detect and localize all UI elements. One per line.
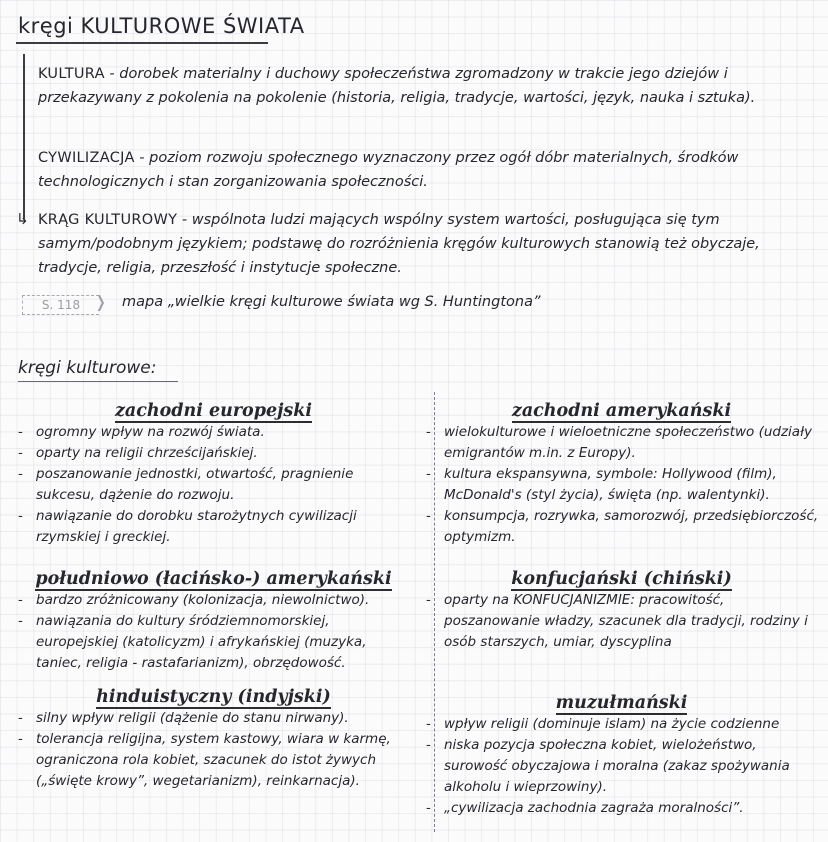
- list-item: - kultura ekspansywna, symbole: Hollywood (film), McDonald's (styl życia), święta (np. walentynki).: [424, 464, 819, 506]
- list-item: - nawiązanie do dorobku starożytnych cywilizacji rzymskiej i greckiej.: [16, 506, 411, 548]
- circle-konfucjanski: [424, 568, 819, 653]
- list-item: - „cywilizacja zachodnia zagraża moralności”.: [424, 798, 819, 819]
- definition-term: CYWILIZACJA: [38, 150, 135, 166]
- definition-term: KRĄG KULTUROWY: [38, 212, 178, 228]
- definition-term: KULTURA: [38, 66, 105, 82]
- definition-text: poziom rozwoju społecznego wyznaczony przez ogół dóbr materialnych, środków technologicznych i stan zorganizowania społeczności.: [38, 150, 739, 190]
- definition-krag-kulturowy: KRĄG KULTUROWY - wspólnota ludzi mających wspólny system wartości, posługująca się tym samym/podobnym językiem; podstawę do rozróżnienia kręgów kulturowych stanowią też obyczaje, tradycje, religia, przeszłość i instytucje społeczne.: [38, 212, 760, 276]
- list-item: - silny wpływ religii (dążenie do stanu nirwany).: [16, 708, 411, 729]
- reference-arrow-icon: ❭: [94, 292, 108, 311]
- circle-poludniowo-amerykanski: [16, 568, 411, 674]
- circle-name: konfucjański (chiński): [511, 569, 732, 589]
- circle-name: hinduistyczny (indyjski): [96, 687, 331, 707]
- page-title: kręgi KULTUROWE ŚWIATA: [18, 14, 305, 38]
- list-item: - wielokulturowe i wieloetniczne społeczeństwo (udziały emigrantów m.in. z Europy).: [424, 422, 819, 464]
- circle-name: zachodni amerykański: [511, 401, 732, 421]
- circle-muzulmanski: [424, 692, 819, 819]
- list-item: - tolerancja religijna, system kastowy, wiara w karmę, ograniczona rola kobiet, szacunek do istot żywych („święte krowy”, wegetarianizm), reinkarnacja).: [16, 729, 411, 792]
- circles-subheading: kręgi kulturowe:: [18, 358, 157, 378]
- subheading-underline: [18, 381, 178, 382]
- definition-text: dorobek materialny i duchowy społeczeństwa zgromadzony w trakcie jego dziejów i przekazywany z pokolenia na pokolenie (historia, religia, tradycje, wartości, język, nauka i sztuka).: [38, 66, 756, 106]
- circle-zachodni-amerykanski: [424, 400, 819, 548]
- list-item: - oparty na religii chrześcijańskiej.: [16, 443, 411, 464]
- list-item: - poszanowanie jednostki, otwartość, pragnienie sukcesu, dążenie do rozwoju.: [16, 464, 411, 506]
- definition-kultura: KULTURA - dorobek materialny i duchowy społeczeństwa zgromadzony w trakcie jego dziejów i przekazywany z pokolenia na pokolenie (historia, religia, tradycje, wartości, język, nauka i sztuka).: [38, 66, 756, 106]
- page-reference-tag: S. 118: [22, 295, 99, 315]
- circle-name: południowo (łacińsko-) amerykański: [35, 569, 392, 589]
- title-underline: [16, 42, 268, 44]
- list-item: - bardzo zróżnicowany (kolonizacja, niewolnictwo).: [16, 590, 411, 611]
- reference-text: mapa „wielkie kręgi kulturowe świata wg S. Huntingtona”: [122, 294, 541, 310]
- list-item: - konsumpcja, rozrywka, samorozwój, przedsiębiorczość, optymizm.: [424, 506, 819, 548]
- definition-text: wspólnota ludzi mających wspólny system wartości, posługująca się tym samym/podobnym językiem; podstawę do rozróżnienia kręgów kulturowych stanowią też obyczaje, tradycje, religia, przeszłość i instytucje społeczne.: [38, 212, 760, 276]
- definitions-bracket: [23, 54, 25, 219]
- circle-hinduistyczny: [16, 686, 411, 792]
- list-item: - oparty na KONFUCJANIZMIE: pracowitość, poszanowanie władzy, szacunek dla tradycji, rodziny i osób starszych, umiar, dyscyplina: [424, 590, 819, 653]
- bracket-arrow-icon: ↳: [16, 210, 29, 228]
- list-item: - wpływ religii (dominuje islam) na życie codzienne: [424, 714, 819, 735]
- list-item: - nawiązania do kultury śródziemnomorskiej, europejskiej (katolicyzm) i afrykańskiej (muzyka, taniec, religia - rastafarianizm), obrzędowość.: [16, 611, 411, 674]
- circle-zachodni-europejski: [16, 400, 411, 548]
- list-item: - ogromny wpływ na rozwój świata.: [16, 422, 411, 443]
- circle-name: muzułmański: [555, 693, 688, 713]
- list-item: - niska pozycja społeczna kobiet, wielożeństwo, surowość obyczajowa i moralna (zakaz spożywania alkoholu i wieprzowiny).: [424, 735, 819, 798]
- circle-name: zachodni europejski: [114, 401, 313, 421]
- definition-cywilizacja: CYWILIZACJA - poziom rozwoju społecznego wyznaczony przez ogół dóbr materialnych, środków technologicznych i stan zorganizowania społeczności.: [38, 150, 739, 190]
